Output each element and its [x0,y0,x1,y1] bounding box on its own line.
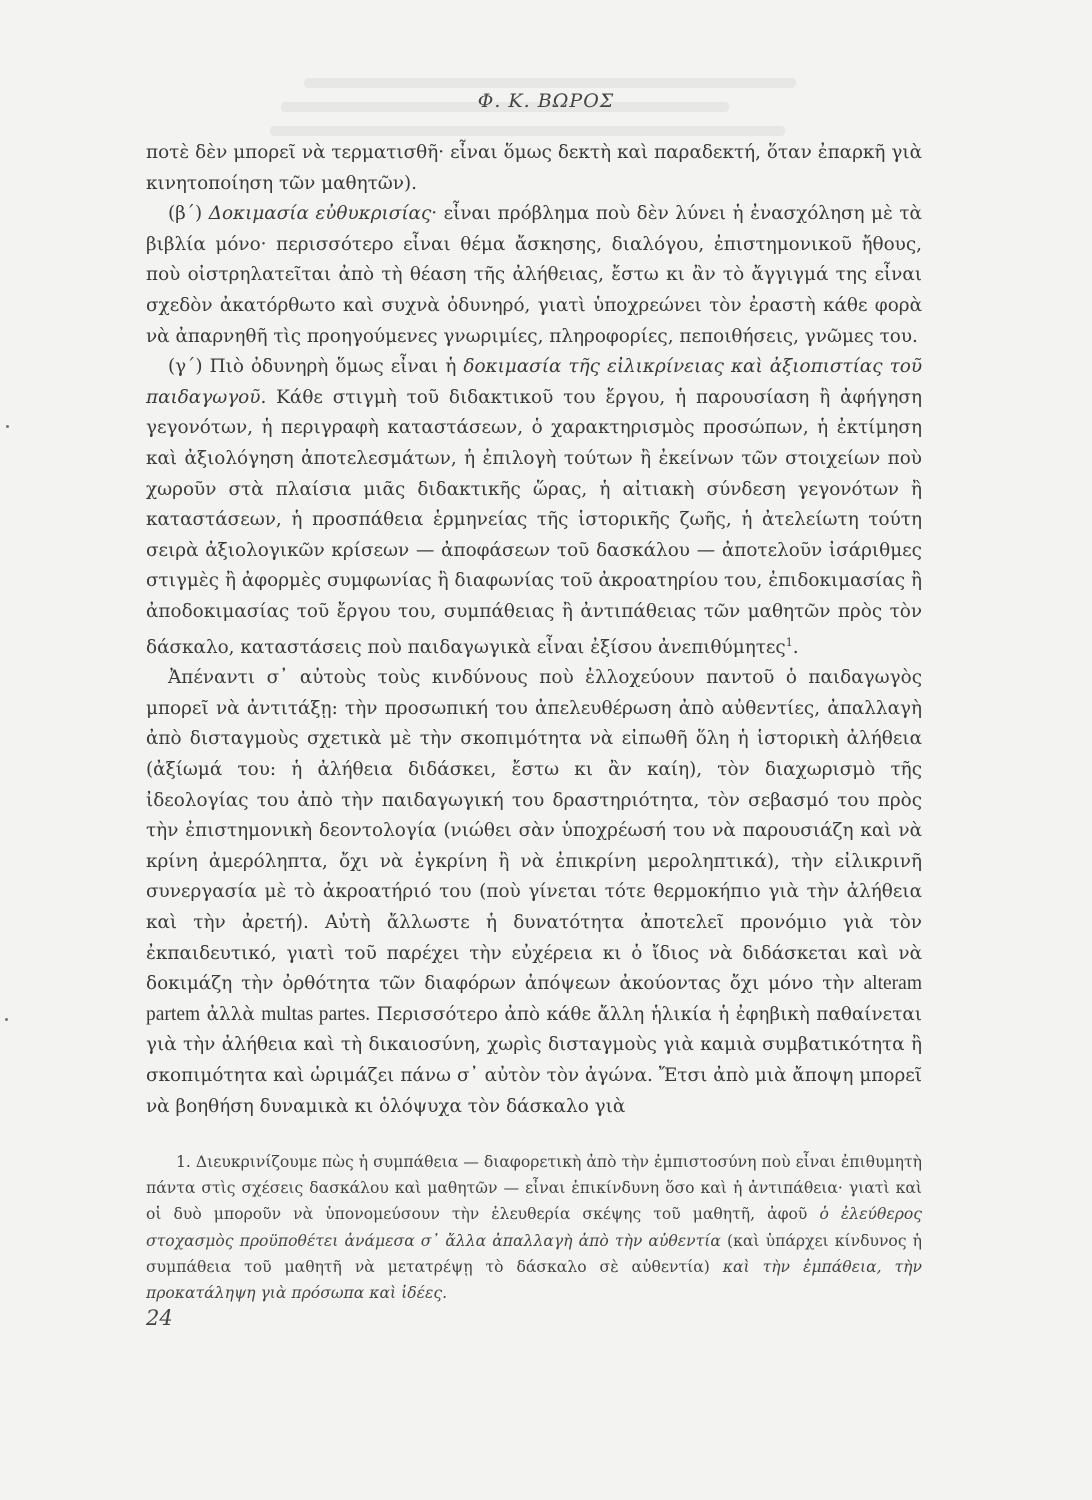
paragraph-continuation: ποτὲ δὲν μπορεῖ νὰ τερματισθῆ· εἶναι ὅμως δεκτὴ καὶ παραδεκτή, ὅταν ἐπαρκῆ γιὰ κινητοποίηση τῶν μαθητῶν). [146,142,922,194]
paragraph-title: δοκιμασία τῆς εἰλικρίνειας καὶ ἀξιοπιστίας τοῦ παιδαγωγοῦ. [146,356,922,408]
paragraph-body: ἀλλὰ [200,1003,262,1025]
paragraph-body: Κάθε στιγμὴ τοῦ διδακτικοῦ του ἔργου, ἡ παρουσίαση ἢ ἀφήγηση γεγονότων, ἡ περιγραφὴ καταστάσεων, ὁ χαρακτηρισμὸς προσώπων, ἡ ἐκτίμηση καὶ ἀξιολόγηση ἀποτελεσμάτων, ἡ ἐπιλογὴ τούτων ἢ ἐκείνων τῶν στοιχείων ποὺ χωροῦν στὰ πλαίσια μιᾶς διδακτικῆς ὥρας, ἡ αἰτιακὴ σύνδεση γεγονότων ἢ καταστάσεων, ἡ προσπάθεια ἑρμηνείας τῆς ἱστορικῆς ζωῆς, ἡ ἀτελείωτη τούτη σειρὰ ἀξιολογικῶν κρίσεων — ἀποφάσεων τοῦ δασκάλου — ἀποτελοῦν ἰσάριθμες στιγμὲς ἢ ἀφορμὲς συμφωνίας ἢ διαφωνίας τοῦ ἀκροατηρίου του, ἐπιδοκιμασίας ἢ ἀποδοκιμασίας τοῦ ἔργου του, συμπάθειας ἢ ἀντιπάθειας τῶν μαθητῶν πρὸς τὸν δάσκαλο, καταστάσεις ποὺ παιδαγωγικὰ εἶναι ἐξίσου ἀνεπιθύμητες [146,386,922,658]
paragraph-label: (γ΄) Πιὸ ὀδυνηρὴ ὅμως εἶναι ἡ [168,356,464,378]
body-text [146,138,922,1122]
paragraph-title: Δοκιμασία εὐθυκρισίας· [208,203,438,225]
footnote-text: Διευκρινίζουμε πὼς ἡ συμπάθεια — διαφορετικὴ ἀπὸ τὴν ἐμπιστοσύνη ποὺ εἶναι ἐπιθυμητὴ πάντα στὶς σχέσεις δασκάλου καὶ μαθητῶν — εἶναι ἐπικίνδυνη ὅσο καὶ ἡ ἀντιπάθεια· γιατὶ καὶ οἱ δυὸ μποροῦν νὰ ὑπονομεύσουν τὴν ἐλευθερία σκέψης τοῦ μαθητῆ, ἀφοῦ [146,1153,922,1224]
scan-speck [6,425,9,428]
paragraph-countermeasures [146,663,922,1122]
footnote-number: 1. [176,1153,191,1171]
page-number: 24 [146,1306,173,1330]
paragraph-end: . [792,636,799,658]
footnote-italic: καὶ τὴν ἐμπάθεια, τὴν προκατάληψη γιὰ πρόσωπα καὶ ἰδέες. [146,1257,922,1303]
scan-speck [5,1018,8,1021]
footnotes [146,1149,922,1306]
footnote-text: (καὶ ὑπάρχει κίνδυνος ἡ συμπάθεια τοῦ μαθητῆ νὰ μετατρέψῃ τὸ δάσκαλο σὲ αὐθεντία) [146,1231,922,1276]
latin-phrase: multas partes. [261,1003,371,1025]
paragraph-body: Περισσότερο ἀπὸ κάθε ἄλλη ἡλικία ἡ ἐφηβικὴ παθαίνεται γιὰ τὴν ἀλήθεια καὶ τὴ δικαιοσύνη, χωρὶς δισταγμοὺς γιὰ καμιὰ συμβατικότητα ἢ σκοπιμότητα καὶ ὡριμάζει πάνω σ᾽ αὐτὸν τὸν ἀγώνα. Ἔτσι ἀπὸ μιὰ ἄποψη μπορεῖ νὰ βοηθήση δυναμικὰ κι ὁλόψυχα τὸν δάσκαλο γιὰ [146,1003,922,1117]
footnote [146,1149,922,1306]
latin-phrase: alteram partem [146,973,922,1025]
footnote-reference[interactable]: 1 [785,635,793,649]
paragraph-beta [146,199,922,352]
paragraph-gamma [146,352,922,663]
paragraph-body: Ἀπέναντι σ᾽ αὐτοὺς τοὺς κινδύνους ποὺ ἐλλοχεύουν παντοῦ ὁ παιδαγωγὸς μπορεῖ νὰ ἀντιτάξῃ: τὴν προσωπική του ἀπελευθέρωση ἀπὸ αὐθεντίες, ἀπαλλαγὴ ἀπὸ δισταγμοὺς σχετικὰ μὲ τὴν σκοπιμότητα νὰ εἰπωθῆ ὅλη ἡ ἱστορικὴ ἀλήθεια (ἀξίωμά του: ἡ ἀλήθεια διδάσκει, ἔστω κι ἂν καίη), τὸν διαχωρισμὸ τῆς ἰδεολογίας του ἀπὸ τὴν παιδαγωγική του δραστηριότητα, τὸν σεβασμό του πρὸς τὴν ἐπιστημονικὴ δεοντολογία (νιώθει σὰν ὑποχρέωσή του νὰ παρουσιάζη καὶ νὰ κρίνη ἀμερόληπτα, ὄχι νὰ ἐγκρίνη ἢ νὰ ἐπικρίνη μεροληπτικά), τὴν εἰλικρινῆ συνεργασία μὲ τὸ ἀκροατήριό του (ποὺ γίνεται τότε θερμοκήπιο γιὰ τὴν ἀλήθεια καὶ τὴν ἀρετή). Αὐτὴ ἄλλωστε ἡ δυνατότητα ἀποτελεῖ προνόμιο γιὰ τὸν ἐκπαιδευτικό, γιατὶ τοῦ παρέχει τὴν εὐχέρεια κι ὁ ἴδιος νὰ διδάσκεται καὶ νὰ δοκιμάζη τὴν ὀρθότητα τῶν διαφόρων ἀπόψεων ἀκούοντας ὄχι μόνο τὴν [146,667,922,995]
footnote-italic: ὁ ἐλεύθερος στοχασμὸς προϋποθέτει ἀνάμεσα σ᾽ ἄλλα ἀπαλλαγὴ ἀπὸ τὴν αὐθεντία [146,1205,922,1250]
paragraph-body: εἶναι πρόβλημα ποὺ δὲν λύνει ἡ ἐνασχόληση μὲ τὰ βιβλία μόνο· περισσότερο εἶναι θέμα ἄσκησης, διαλόγου, ἐπιστημονικοῦ ἤθους, ποὺ οἰστρηλατεῖται ἀπὸ τὴ θέαση τῆς ἀλήθειας, ἔστω κι ἂν τὸ ἄγγιγμά της εἶναι σχεδὸν ἀκατόρθωτο καὶ συχνὰ ὀδυνηρό, γιατὶ ὑποχρεώνει τὸν ἐραστὴ κάθε φορὰ νὰ ἀπαρνηθῆ τὶς προηγούμενες γνωριμίες, πληροφορίες, πεποιθήσεις, γνῶμες του. [146,203,922,347]
running-head: Φ. Κ. ΒΩΡΟΣ [477,90,615,112]
paragraph-label: (β΄) [168,203,203,225]
